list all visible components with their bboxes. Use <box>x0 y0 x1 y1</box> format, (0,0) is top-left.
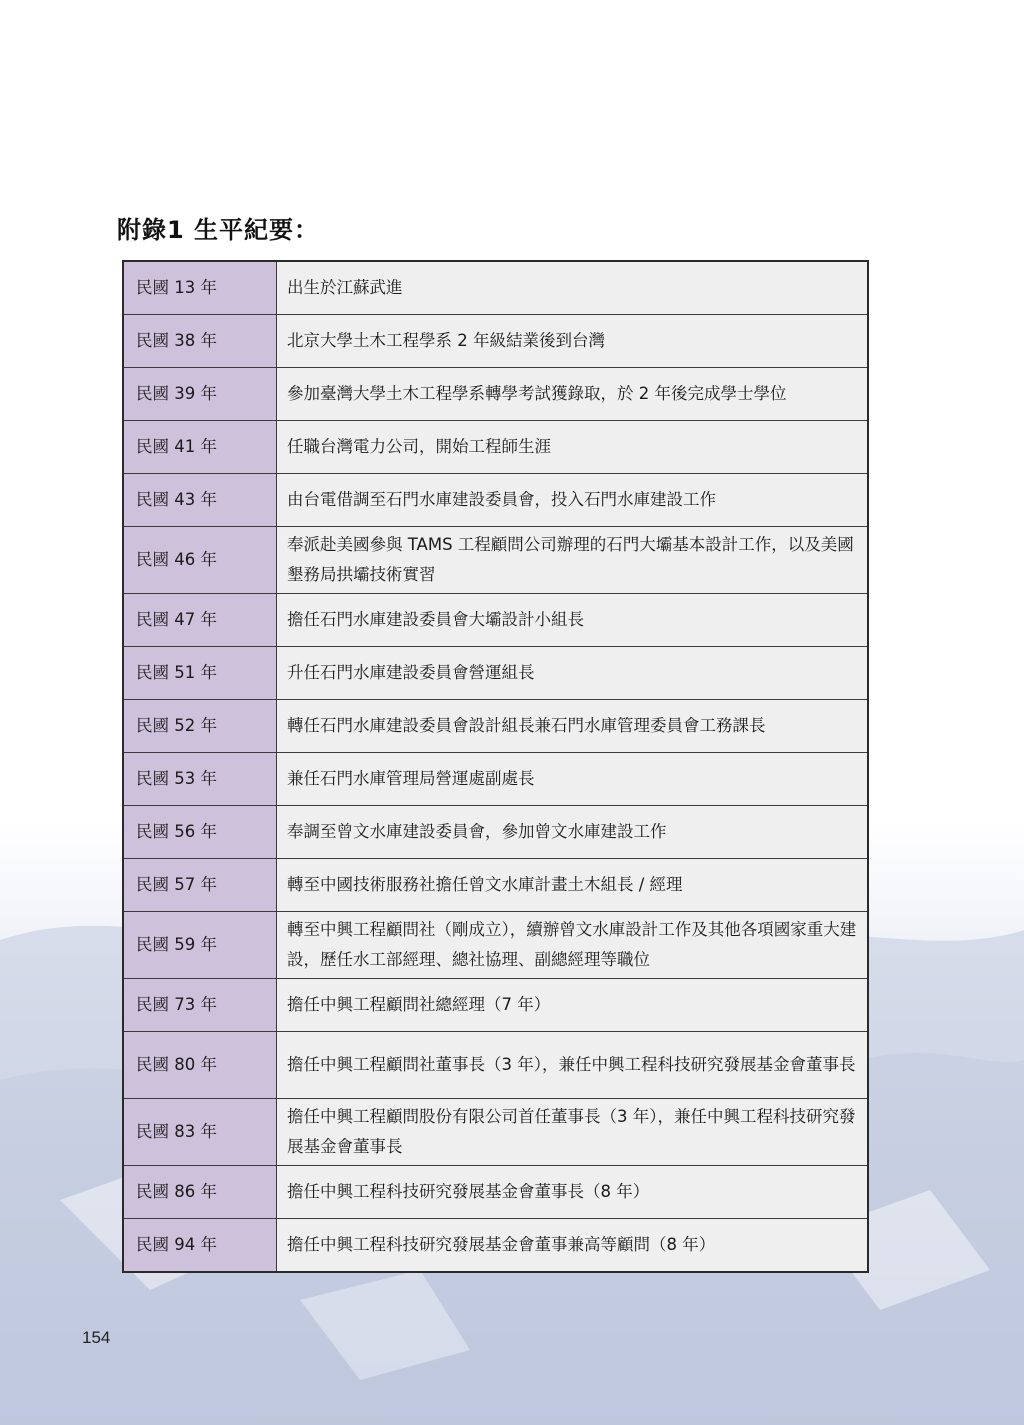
timeline-row <box>123 859 868 912</box>
timeline-event: 轉任石門水庫建設委員會設計組長兼石門水庫管理委員會工務課長 <box>277 700 869 753</box>
timeline-year: 民國 73 年 <box>123 979 277 1032</box>
timeline-row <box>123 527 868 594</box>
timeline-row <box>123 806 868 859</box>
timeline-event: 升任石門水庫建設委員會營運組長 <box>277 647 869 700</box>
timeline-year: 民國 13 年 <box>123 261 277 315</box>
timeline-year: 民國 83 年 <box>123 1099 277 1166</box>
timeline-row <box>123 594 868 647</box>
timeline-event: 由台電借調至石門水庫建設委員會，投入石門水庫建設工作 <box>277 474 869 527</box>
timeline-row <box>123 647 868 700</box>
timeline-year: 民國 52 年 <box>123 700 277 753</box>
biography-timeline-table <box>122 260 869 1273</box>
timeline-event: 轉至中國技術服務社擔任曾文水庫計畫土木組長 / 經理 <box>277 859 869 912</box>
timeline-row <box>123 368 868 421</box>
timeline-event: 擔任中興工程科技研究發展基金會董事兼高等顧問（8 年） <box>277 1219 869 1273</box>
timeline-event: 出生於江蘇武進 <box>277 261 869 315</box>
timeline-year: 民國 59 年 <box>123 912 277 979</box>
timeline-year: 民國 43 年 <box>123 474 277 527</box>
timeline-event: 任職台灣電力公司，開始工程師生涯 <box>277 421 869 474</box>
timeline-year: 民國 86 年 <box>123 1166 277 1219</box>
timeline-year: 民國 47 年 <box>123 594 277 647</box>
timeline-year: 民國 94 年 <box>123 1219 277 1273</box>
timeline-row <box>123 421 868 474</box>
timeline-year: 民國 80 年 <box>123 1032 277 1099</box>
timeline-year: 民國 51 年 <box>123 647 277 700</box>
timeline-event: 轉至中興工程顧問社（剛成立），續辦曾文水庫設計工作及其他各項國家重大建設，歷任水工部經理、總社協理、副總經理等職位 <box>277 912 869 979</box>
timeline-row <box>123 1166 868 1219</box>
timeline-row <box>123 474 868 527</box>
timeline-year: 民國 57 年 <box>123 859 277 912</box>
page-number: 154 <box>82 1328 111 1347</box>
timeline-event: 參加臺灣大學土木工程學系轉學考試獲錄取，於 2 年後完成學士學位 <box>277 368 869 421</box>
timeline-row <box>123 261 868 315</box>
timeline-row <box>123 315 868 368</box>
timeline-year: 民國 41 年 <box>123 421 277 474</box>
timeline-row <box>123 753 868 806</box>
timeline-row <box>123 700 868 753</box>
timeline-year: 民國 53 年 <box>123 753 277 806</box>
timeline-year: 民國 56 年 <box>123 806 277 859</box>
timeline-event: 擔任中興工程顧問社董事長（3 年），兼任中興工程科技研究發展基金會董事長 <box>277 1032 869 1099</box>
timeline-event: 奉派赴美國參與 TAMS 工程顧問公司辦理的石門大壩基本設計工作，以及美國墾務局拱壩技術實習 <box>277 527 869 594</box>
timeline-year: 民國 46 年 <box>123 527 277 594</box>
timeline-year: 民國 39 年 <box>123 368 277 421</box>
timeline-row <box>123 912 868 979</box>
timeline-event: 擔任中興工程顧問社總經理（7 年） <box>277 979 869 1032</box>
timeline-row <box>123 979 868 1032</box>
timeline-event: 北京大學土木工程學系 2 年級結業後到台灣 <box>277 315 869 368</box>
timeline-year: 民國 38 年 <box>123 315 277 368</box>
timeline-row <box>123 1032 868 1099</box>
appendix-title: 附錄1 生平紀要： <box>117 216 320 244</box>
timeline-event: 擔任石門水庫建設委員會大壩設計小組長 <box>277 594 869 647</box>
timeline-event: 奉調至曾文水庫建設委員會，參加曾文水庫建設工作 <box>277 806 869 859</box>
timeline-event: 擔任中興工程顧問股份有限公司首任董事長（3 年），兼任中興工程科技研究發展基金會董事長 <box>277 1099 869 1166</box>
timeline-row <box>123 1099 868 1166</box>
timeline-event: 擔任中興工程科技研究發展基金會董事長（8 年） <box>277 1166 869 1219</box>
timeline-event: 兼任石門水庫管理局營運處副處長 <box>277 753 869 806</box>
timeline-row <box>123 1219 868 1273</box>
